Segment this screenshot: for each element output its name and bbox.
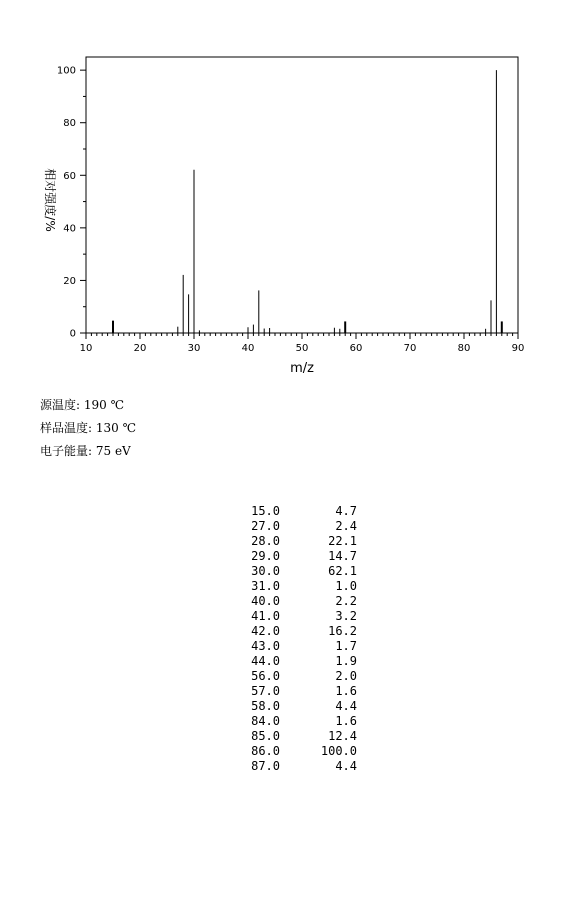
mz-cell: 40.0 — [251, 594, 280, 608]
x-tick-label: 30 — [187, 343, 201, 354]
table-row — [240, 744, 357, 759]
abundance-cell: 1.7 — [335, 639, 357, 653]
table-row — [240, 639, 357, 654]
abundance-cell: 4.7 — [335, 504, 357, 518]
mz-cell: 58.0 — [251, 699, 280, 713]
electron-energy: 电子能量: 75 eV — [40, 444, 131, 458]
abundance-cell: 4.4 — [335, 759, 357, 773]
table-row — [240, 609, 357, 624]
abundance-cell: 22.1 — [328, 534, 357, 548]
abundance-cell: 2.0 — [335, 669, 357, 683]
mz-cell: 28.0 — [251, 534, 280, 548]
y-tick-label: 60 — [63, 170, 76, 182]
abundance-cell: 100.0 — [320, 744, 357, 758]
mz-cell: 41.0 — [251, 609, 280, 623]
mz-cell: 42.0 — [251, 624, 280, 638]
y-axis-label-text: 相对强度/% — [43, 168, 57, 232]
plot-frame — [86, 57, 518, 333]
abundance-cell: 1.0 — [335, 579, 357, 593]
mz-cell: 43.0 — [251, 639, 280, 653]
table-row — [240, 579, 357, 594]
x-tick-label: 60 — [349, 343, 363, 354]
sample-temperature: 样品温度: 130 ℃ — [40, 421, 137, 435]
y-tick-label: 80 — [63, 118, 76, 130]
abundance-cell: 4.4 — [335, 699, 357, 713]
mz-cell: 31.0 — [251, 579, 280, 593]
abundance-cell: 3.2 — [335, 609, 357, 623]
abundance-cell: 2.2 — [335, 594, 357, 608]
mz-cell: 84.0 — [251, 714, 280, 728]
table-row — [240, 684, 357, 699]
abundance-cell: 14.7 — [328, 549, 357, 563]
y-tick-label: 0 — [69, 328, 76, 340]
mz-cell: 29.0 — [251, 549, 280, 563]
table-row — [240, 729, 357, 744]
table-row — [240, 699, 357, 714]
mz-cell: 44.0 — [251, 654, 280, 668]
source-temperature: 源温度: 190 ℃ — [40, 398, 125, 412]
abundance-cell: 16.2 — [328, 624, 357, 638]
mz-cell: 57.0 — [251, 684, 280, 698]
x-tick-label: 90 — [511, 343, 525, 354]
y-axis-ticks — [57, 66, 86, 340]
x-tick-label: 10 — [79, 343, 93, 354]
table-row — [240, 504, 357, 519]
abundance-cell: 2.4 — [335, 519, 357, 533]
mass-spectrum-chart — [0, 0, 570, 380]
x-tick-label: 70 — [403, 343, 417, 354]
abundance-cell: 1.6 — [335, 714, 357, 728]
mz-cell: 87.0 — [251, 759, 280, 773]
table-row — [240, 624, 357, 639]
mz-cell: 30.0 — [251, 564, 280, 578]
mz-cell: 27.0 — [251, 519, 280, 533]
abundance-cell: 12.4 — [328, 729, 357, 743]
peak-table — [240, 504, 357, 774]
mz-cell: 86.0 — [251, 744, 280, 758]
x-axis-label: m/z — [290, 361, 314, 376]
y-tick-label: 40 — [63, 223, 76, 235]
table-row — [240, 714, 357, 729]
table-row — [240, 549, 357, 564]
table-row — [240, 654, 357, 669]
x-axis-ticks — [80, 333, 525, 354]
mz-cell: 85.0 — [251, 729, 280, 743]
table-row — [240, 669, 357, 684]
y-tick-label: 20 — [63, 275, 76, 287]
spectrum-bars — [113, 70, 502, 333]
table-row — [240, 759, 357, 774]
table-row — [240, 519, 357, 534]
table-row — [240, 534, 357, 549]
mz-cell: 15.0 — [251, 504, 280, 518]
x-tick-label: 20 — [133, 343, 147, 354]
y-axis-label — [43, 168, 58, 231]
x-tick-label: 40 — [241, 343, 255, 354]
x-tick-label: 80 — [457, 343, 471, 354]
abundance-cell: 62.1 — [328, 564, 357, 578]
abundance-cell: 1.6 — [335, 684, 357, 698]
table-row — [240, 564, 357, 579]
x-tick-label: 50 — [295, 343, 309, 354]
abundance-cell: 1.9 — [335, 654, 357, 668]
y-tick-label: 100 — [56, 65, 76, 77]
mz-cell: 56.0 — [251, 669, 280, 683]
table-row — [240, 594, 357, 609]
